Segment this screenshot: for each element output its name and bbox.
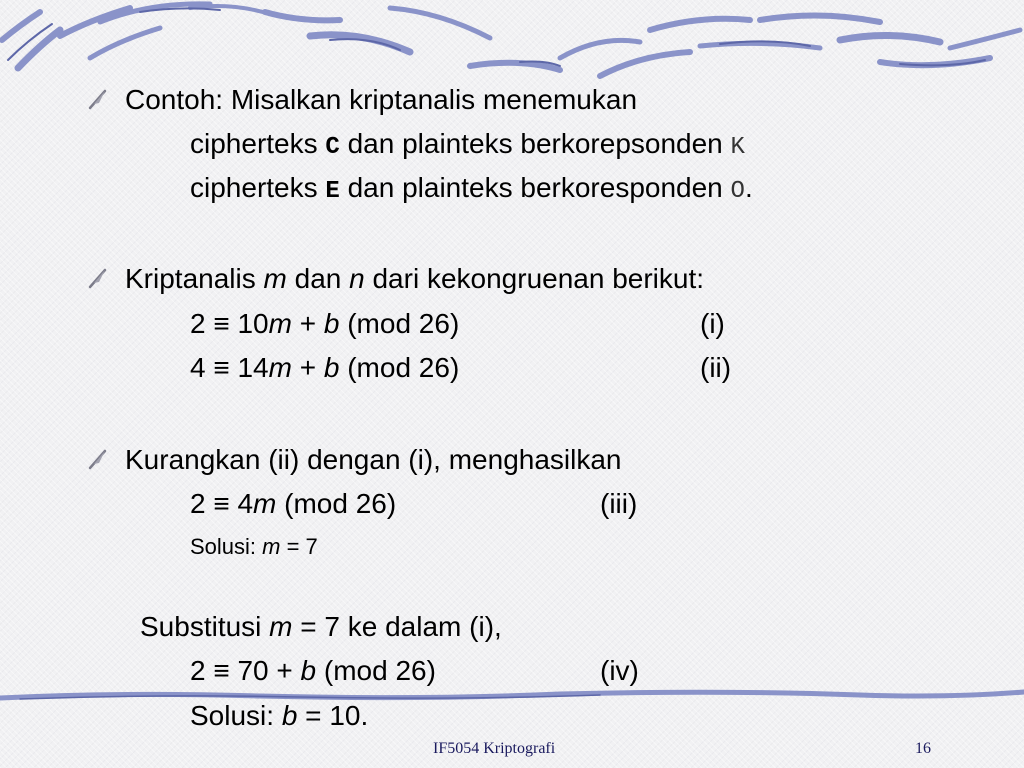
substitution-text-b: = 7 ke dalam (i), bbox=[292, 611, 502, 642]
equation-ii-label: (ii) bbox=[700, 352, 732, 383]
modulus: (mod 26) bbox=[339, 352, 460, 383]
bullet2-text-c: dari kekongruenan berikut: bbox=[364, 263, 705, 294]
quill-pen-icon bbox=[87, 267, 109, 289]
bullet1-line1: Contoh: Misalkan kriptanalis menemukan bbox=[125, 84, 638, 115]
modulus: (mod 26) bbox=[339, 308, 460, 339]
bullet2-text-a: Kriptanalis bbox=[125, 263, 264, 294]
bullet1-line3-text-a: cipherteks bbox=[190, 172, 326, 203]
equation-iii bbox=[190, 490, 396, 518]
solution-prefix: Solusi: bbox=[190, 700, 282, 731]
variable-b: b bbox=[281, 700, 298, 731]
equation-iii-label: (iii) bbox=[600, 488, 638, 519]
solution-b bbox=[190, 702, 368, 730]
ciphertext-symbol-c: C bbox=[325, 134, 340, 161]
equation-i-lhs: 2 ≡ 10 bbox=[190, 308, 269, 339]
equation-iv-lhs: 2 ≡ 70 + bbox=[190, 655, 301, 686]
variable-n: n bbox=[349, 263, 365, 294]
bullet1-line3-period: . bbox=[744, 172, 753, 203]
variable-m: m bbox=[262, 534, 281, 559]
bullet3-line1: Kurangkan (ii) dengan (i), menghasilkan bbox=[125, 444, 622, 475]
bullet2-line1 bbox=[125, 265, 704, 293]
equation-iii-lhs: 2 ≡ 4 bbox=[190, 488, 254, 519]
bullet1-line3 bbox=[190, 174, 753, 204]
bullet1-line2 bbox=[190, 130, 745, 160]
equation-ii bbox=[190, 354, 459, 382]
variable-m: m bbox=[253, 488, 277, 519]
substitution-line bbox=[140, 613, 502, 641]
equation-iv bbox=[190, 657, 436, 685]
quill-pen-icon bbox=[87, 448, 109, 470]
solution-value: = 10. bbox=[297, 700, 369, 731]
variable-m: m bbox=[269, 611, 293, 642]
solution-prefix: Solusi: bbox=[190, 534, 263, 559]
modulus: (mod 26) bbox=[316, 655, 436, 686]
ciphertext-symbol-e: E bbox=[325, 178, 340, 205]
footer-course-title: IF5054 Kriptografi bbox=[433, 740, 556, 757]
plaintext-symbol-k: K bbox=[730, 134, 745, 161]
plus-sign: + bbox=[291, 308, 324, 339]
equation-ii-lhs: 4 ≡ 14 bbox=[190, 352, 269, 383]
equation-i bbox=[190, 310, 459, 338]
bullet1-line2-text-a: cipherteks bbox=[190, 128, 326, 159]
variable-m: m bbox=[268, 352, 292, 383]
variable-m: m bbox=[268, 308, 292, 339]
variable-m: m bbox=[263, 263, 287, 294]
top-wave-decoration bbox=[0, 0, 1024, 90]
bullet2-text-b: dan bbox=[286, 263, 350, 294]
substitution-text-a: Substitusi bbox=[140, 611, 270, 642]
quill-pen-icon bbox=[87, 88, 109, 110]
footer-page-number: 16 bbox=[915, 740, 931, 757]
variable-b: b bbox=[323, 308, 340, 339]
variable-b: b bbox=[323, 352, 340, 383]
variable-b: b bbox=[300, 655, 317, 686]
plaintext-symbol-o: O bbox=[730, 178, 745, 205]
bullet1-line3-text-b: dan plainteks berkoresponden bbox=[339, 172, 731, 203]
modulus: (mod 26) bbox=[276, 488, 397, 519]
equation-i-label: (i) bbox=[700, 308, 725, 339]
bottom-wave-decoration bbox=[0, 684, 1024, 708]
solution-value: = 7 bbox=[280, 534, 318, 559]
solution-m bbox=[190, 536, 318, 558]
plus-sign: + bbox=[291, 352, 324, 383]
equation-iv-label: (iv) bbox=[600, 655, 639, 686]
bullet1-line2-text-b: dan plainteks berkorepsonden bbox=[339, 128, 731, 159]
